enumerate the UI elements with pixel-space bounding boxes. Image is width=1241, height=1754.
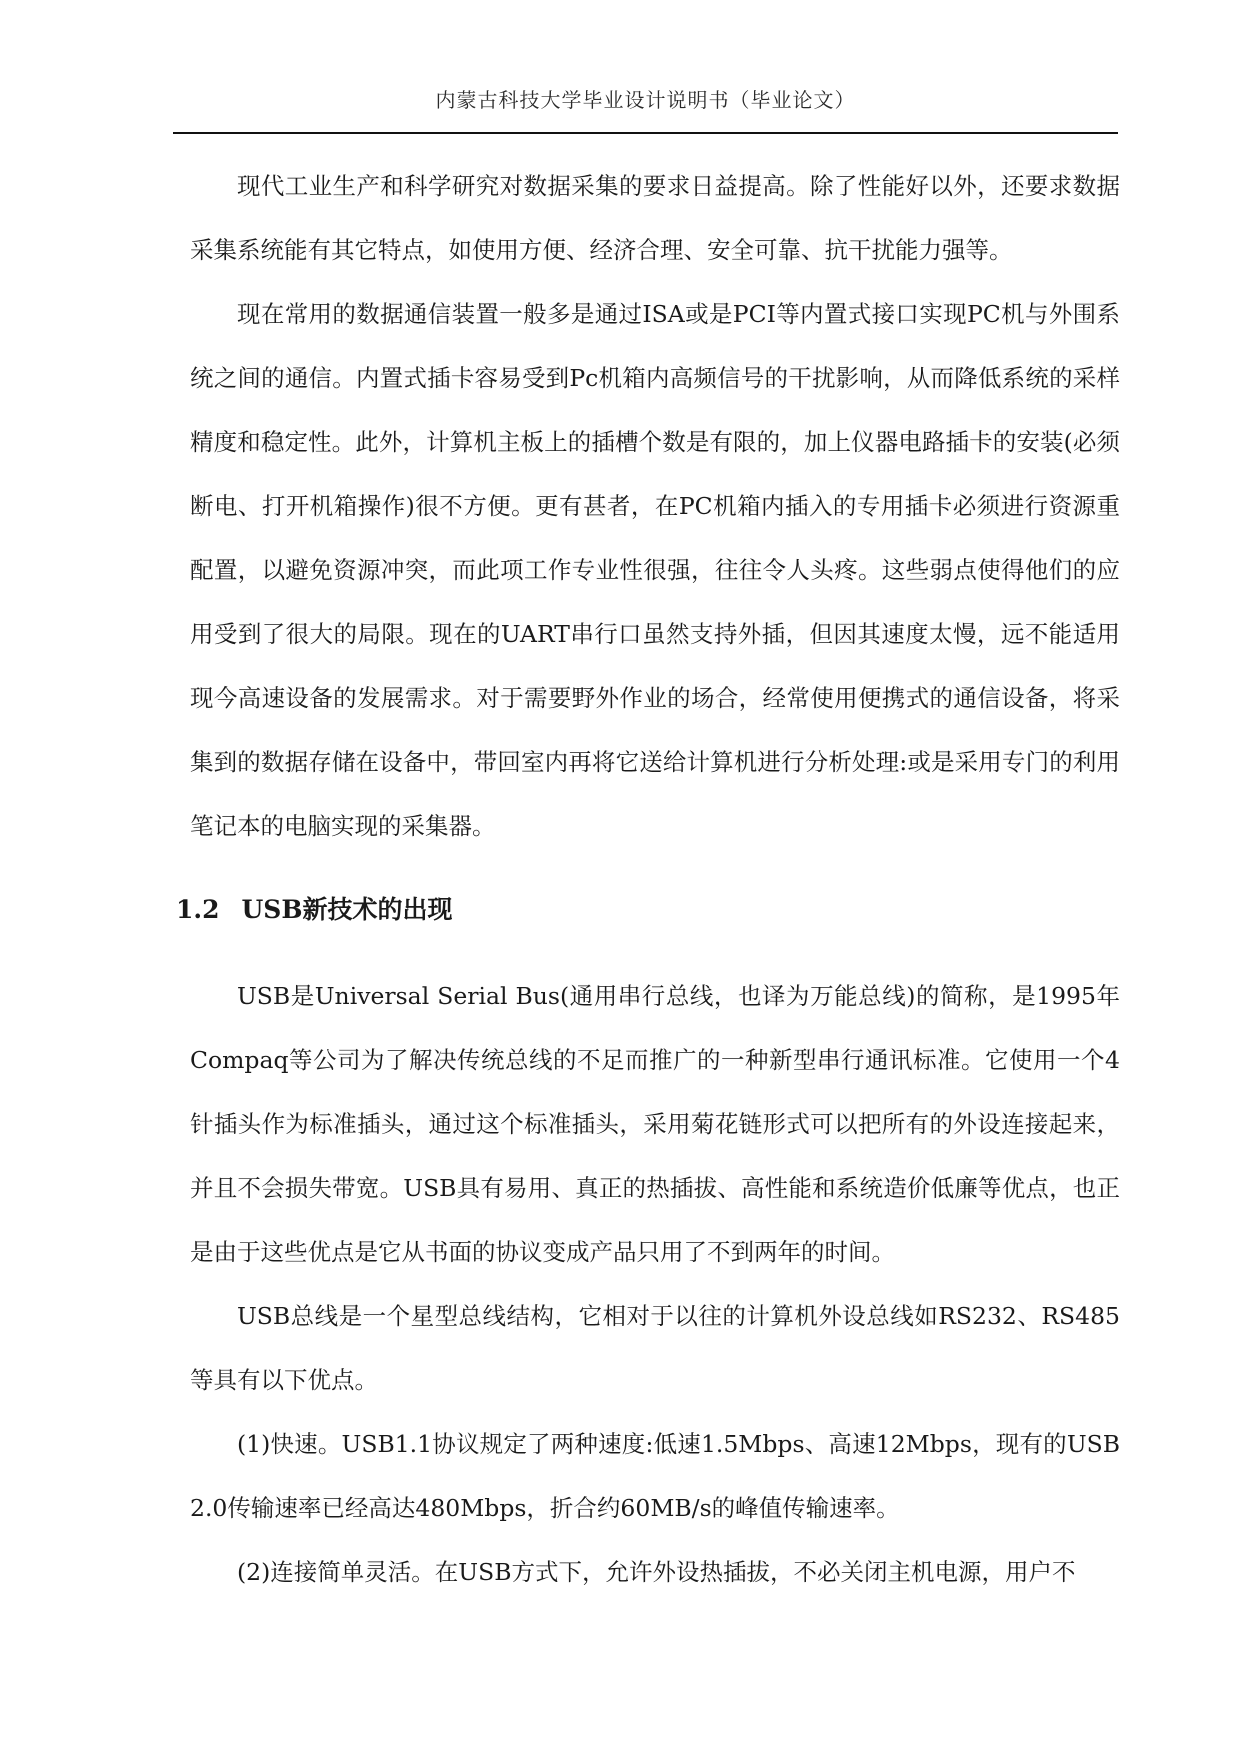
paragraph: 现在常用的数据通信装置一般多是通过ISA或是PCI等内置式接口实现PC机与外围系统之间的通信。内置式插卡容易受到Pc机箱内高频信号的干扰影响，从而降低系统的采样精度和稳定性。此外，计算机主板上的插槽个数是有限的，加上仪器电路插卡的安装(必须断电、打开机箱操作)很不方便。更有甚者，在PC机箱内插入的专用插卡必须进行资源重配置，以避免资源冲突，而此项工作专业性很强，往往令人头疼。这些弱点使得他们的应用受到了很大的局限。现在的UART串行口虽然支持外插，但因其速度太慢，远不能适用现今高速设备的发展需求。对于需要野外作业的场合，经常使用便携式的通信设备，将采集到的数据存储在设备中，带回室内再将它送给计算机进行分析处理:或是采用专门的利用笔记本的电脑实现的采集器。 <box>190 300 1120 840</box>
section-title: USB新技术的出现 <box>241 895 453 924</box>
paragraph: USB总线是一个星型总线结构，它相对于以往的计算机外设总线如RS232、RS485等具有以下优点。 <box>190 1302 1120 1394</box>
document-body <box>176 154 1120 1604</box>
paragraph: 现代工业生产和科学研究对数据采集的要求日益提高。除了性能好以外，还要求数据采集系统能有其它特点，如使用方便、经济合理、安全可靠、抗干扰能力强等。 <box>190 172 1120 264</box>
paragraph: USB是Universal Serial Bus(通用串行总线，也译为万能总线)的简称，是1995年Compaq等公司为了解决传统总线的不足而推广的一种新型串行通讯标准。它使用一个4针插头作为标准插头，通过这个标准插头，采用菊花链形式可以把所有的外设连接起来，并且不会损失带宽。USB具有易用、真正的热插拔、高性能和系统造价低廉等优点，也正是由于这些优点是它从书面的协议变成产品只用了不到两年的时间。 <box>190 982 1120 1266</box>
paragraph: (2)连接简单灵活。在USB方式下，允许外设热插拔，不必关闭主机电源，用户不 <box>237 1558 1076 1586</box>
page-header: 内蒙古科技大学毕业设计说明书（毕业论文） <box>435 88 856 112</box>
section-heading <box>176 878 1120 942</box>
header-rule <box>173 132 1118 134</box>
section-number: 1.2 <box>176 895 220 924</box>
paragraph: (1)快速。USB1.1协议规定了两种速度:低速1.5Mbps、高速12Mbps，现有的USB2.0传输速率已经高达480Mbps，折合约60MB/s的峰值传输速率。 <box>190 1430 1120 1522</box>
